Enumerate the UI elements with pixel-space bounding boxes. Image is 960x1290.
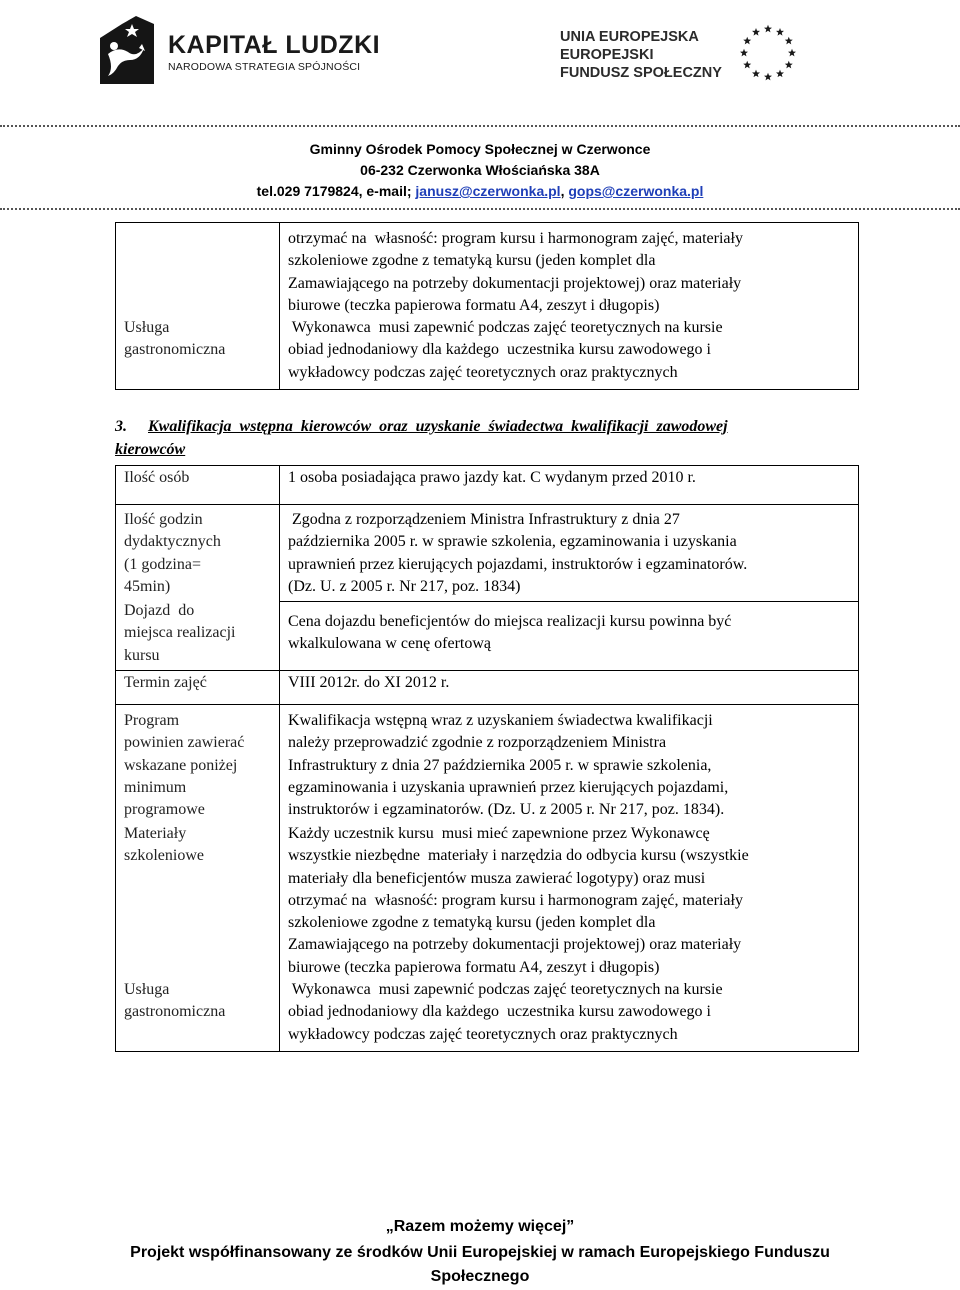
eu-star-icon: [776, 70, 784, 78]
kapital-ludzki-subtitle: NARODOWA STRATEGIA SPÓJNOŚCI: [168, 61, 361, 73]
kapital-ludzki-title: KAPITAŁ LUDZKI: [168, 31, 381, 59]
eu-line1: UNIA EUROPEJSKA: [560, 29, 699, 45]
eu-star-icon: [788, 49, 796, 57]
row-gastronomia-value: Wykonawca musi zapewnić podczas zajęć teoretycznych na kursie obiad jednodaniowy dla każdego uczestnika kursu zawodowego i wykładowcy podczas zajęć teoretycznych oraz praktycznych: [288, 981, 723, 1043]
eu-star-icon: [764, 73, 772, 81]
org-name: Gminny Ośrodek Pomocy Społecznej w Czerwonce: [309, 141, 651, 157]
kapital-ludzki-emblem-icon: [92, 14, 162, 86]
contact-phone: tel.029 7179824, e-mail;: [256, 183, 416, 199]
org-address: 06-232 Czerwonka Włościańska 38A: [360, 162, 600, 178]
footer-line1: Projekt współfinansowany ze środków Unii Europejskiej w ramach Europejskiego Funduszu: [130, 1244, 830, 1261]
row-termin-label: Termin zajęć: [124, 674, 207, 691]
eu-star-icon: [752, 28, 760, 36]
footer-slogan: „Razem możemy więcej”: [385, 1218, 575, 1235]
table1-label: Usługa gastronomiczna: [124, 319, 226, 359]
row-gastronomia-label: Usługa gastronomiczna: [124, 981, 226, 1021]
eu-star-icon: [752, 70, 760, 78]
eu-star-icon: [785, 37, 793, 45]
eu-logo-text: [560, 28, 722, 82]
row-program-label: Program powinien zawierać wskazane poniżej minimum programowe: [124, 712, 245, 819]
table1-content: otrzymać na własność: program kursu i harmonogram zajęć, materiały szkoleniowe zgodne z tematyką kursu (jeden komplet dla Zamawiającego na potrzeby dokumentacji projektowej) oraz materiały biurowe (teczka papierowa formatu A4, zeszyt i długopis) Wykonawca musi zapewnić podczas zajęć teoretycznych na kursie obiad jednodaniowy dla każdego uczestnika kursu zawodowego i wykładowcy podczas zajęć teoretycznych oraz praktycznych: [288, 230, 743, 381]
section3-title-line1-text: Kwalifikacja wstępna kierowców oraz uzyskanie świadectwa kwalifikacji zawodowej: [148, 418, 728, 435]
header-divider-bottom: [0, 208, 960, 210]
header-divider-top: [0, 125, 960, 127]
row-materialy-label: Materiały szkoleniowe: [124, 825, 204, 865]
contact-sep: ,: [560, 183, 569, 199]
eu-line2: EUROPEJSKI: [560, 47, 654, 63]
row-program-value: Kwalifikacja wstępną wraz z uzyskaniem świadectwa kwalifikacji należy przeprowadzić zgodnie z rozporządzeniem Ministra Infrastruktury z dnia 27 października 2005 r. w sprawie szkolenia, egzaminowania i uzyskania uprawnień przez kierujących pojazdami, instruktorów i egzaminatorów. (Dz. U. z 2005 r. Nr 217, poz. 1834).: [288, 712, 729, 819]
table1-label-cell: [115, 222, 280, 390]
eu-star-icon: [764, 25, 772, 33]
eu-star-icon: [785, 61, 793, 69]
eu-line3: FUNDUSZ SPOŁECZNY: [560, 65, 722, 81]
row-termin-value: VIII 2012r. do XI 2012 r.: [288, 674, 450, 691]
footer-line2: Społecznego: [430, 1268, 530, 1285]
row-dojazd-label: Dojazd do miejsca realizacji kursu: [124, 602, 236, 664]
eu-star-icon: [743, 61, 751, 69]
org-contact: [0, 183, 960, 199]
row-materialy-value: Każdy uczestnik kursu musi mieć zapewnione przez Wykonawcę wszystkie niezbędne materiały i narzędzia do odbycia kursu (wszystkie materiały dla beneficjentów musza zawierać logotypy) oraz musi otrzymać na własność: program kursu i harmonogram zajęć, materiały szkoleniowe zgodne z tematyką kursu (jeden komplet dla Zamawiającego na potrzeby dokumentacji projektowej) oraz materiały biurowe (teczka papierowa formatu A4, zeszyt i długopis): [288, 825, 749, 976]
row-dojazd-value: Cena dojazdu beneficjentów do miejsca realizacji kursu powinna być wkalkulowana w cenę ofertową: [288, 613, 732, 653]
eu-star-icon: [743, 37, 751, 45]
section3-title-line2-text: kierowców: [115, 441, 186, 458]
eu-star-icon: [776, 28, 784, 36]
row-ilosc-osob-value: 1 osoba posiadająca prawo jazdy kat. C wydanym przed 2010 r.: [288, 469, 696, 486]
row-godziny-value: Zgodna z rozporządzeniem Ministra Infrastruktury z dnia 27 października 2005 r. w sprawie szkolenia, egzaminowania i uzyskania uprawnień przez kierujących pojazdami, instruktorów i egzaminatorów. (Dz. U. z 2005 r. Nr 217, poz. 1834): [288, 511, 748, 595]
email-link-gops[interactable]: gops@czerwonka.pl: [568, 183, 704, 199]
email-link-janusz[interactable]: janusz@czerwonka.pl: [415, 183, 561, 199]
section3-number: 3.: [115, 418, 127, 435]
section3-title-line1: [148, 418, 728, 436]
eu-stars-icon: [722, 20, 814, 86]
section3-title-line2: [115, 441, 185, 459]
row-ilosc-osob-label: Ilość osób: [124, 469, 190, 486]
row-godziny-label: Ilość godzin dydaktycznych (1 godzina= 45min): [124, 511, 221, 595]
eu-star-icon: [740, 49, 748, 57]
